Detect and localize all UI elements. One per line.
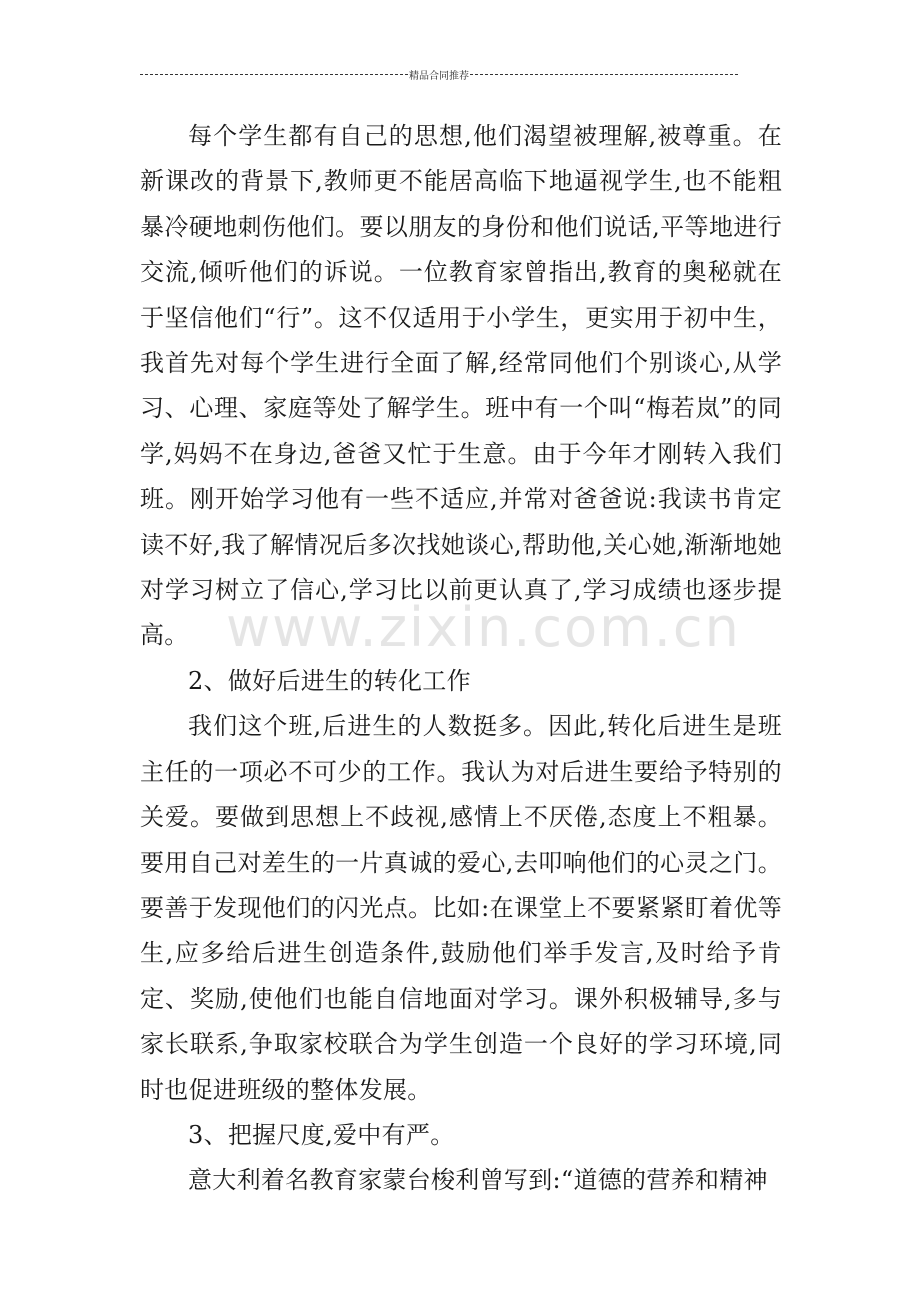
page-header bbox=[140, 64, 738, 84]
header-dash-left bbox=[140, 74, 408, 75]
document-body bbox=[140, 114, 782, 1204]
watermark-text: www.zixin.com.cn bbox=[226, 596, 741, 659]
heading-underachiever-transformation: 2、做好后进生的转化工作 bbox=[188, 666, 471, 695]
paragraph-montessori-quote: 意大利着名教育家蒙台梭利曾写到:“道德的营养和精神 bbox=[188, 1166, 768, 1195]
header-dash-right bbox=[470, 74, 738, 75]
paragraph-underachiever-care: 我们这个班,后进生的人数挺多。因此,转化后进生是班主任的一项必不可少的工作。我认为对后进生要给予特别的关爱。要做到思想上不歧视,感情上不厌倦,态度上不粗暴。要用自己对差生的一片真诚的爱心,去叩响他们的心灵之门。要善于发现他们的闪光点。比如:在课堂上不要紧紧盯着优等生,应多给后进生创造条件,鼓励他们举手发言,及时给予肯定、奖励,使他们也能自信地面对学习。课外积极辅导,多与家长联系,争取家校联合为学生创造一个良好的学习环境,同时也促进班级的整体发展。 bbox=[140, 712, 782, 1104]
heading-strict-love: 3、把握尺度,爱中有严。 bbox=[188, 1120, 455, 1149]
paragraph-student-respect: 每个学生都有自己的思想,他们渴望被理解,被尊重。在新课改的背景下,教师更不能居高临下地逼视学生,也不能粗暴冷硬地刺伤他们。要以朋友的身份和他们说话,平等地进行交流,倾听他们的诉说。一位教育家曾指出,教育的奥秘就在于坚信他们“行”。这不仅适用于小学生，更实用于初中生，我首先对每个学生进行全面了解,经常同他们个别谈心,从学习、心理、家庭等处了解学生。班中有一个叫“梅若岚”的同学,妈妈不在身边,爸爸又忙于生意。由于今年才刚转入我们班。刚开始学习他有一些不适应,并常对爸爸说:我读书肯定读不好,我了解情况后多次找她谈心,帮助他,关心她,渐渐地她对学习树立了信心,学习比以前更认真了,学习成绩也逐步提高。 bbox=[140, 122, 782, 650]
header-label: 精品合同推荐 bbox=[409, 70, 469, 82]
